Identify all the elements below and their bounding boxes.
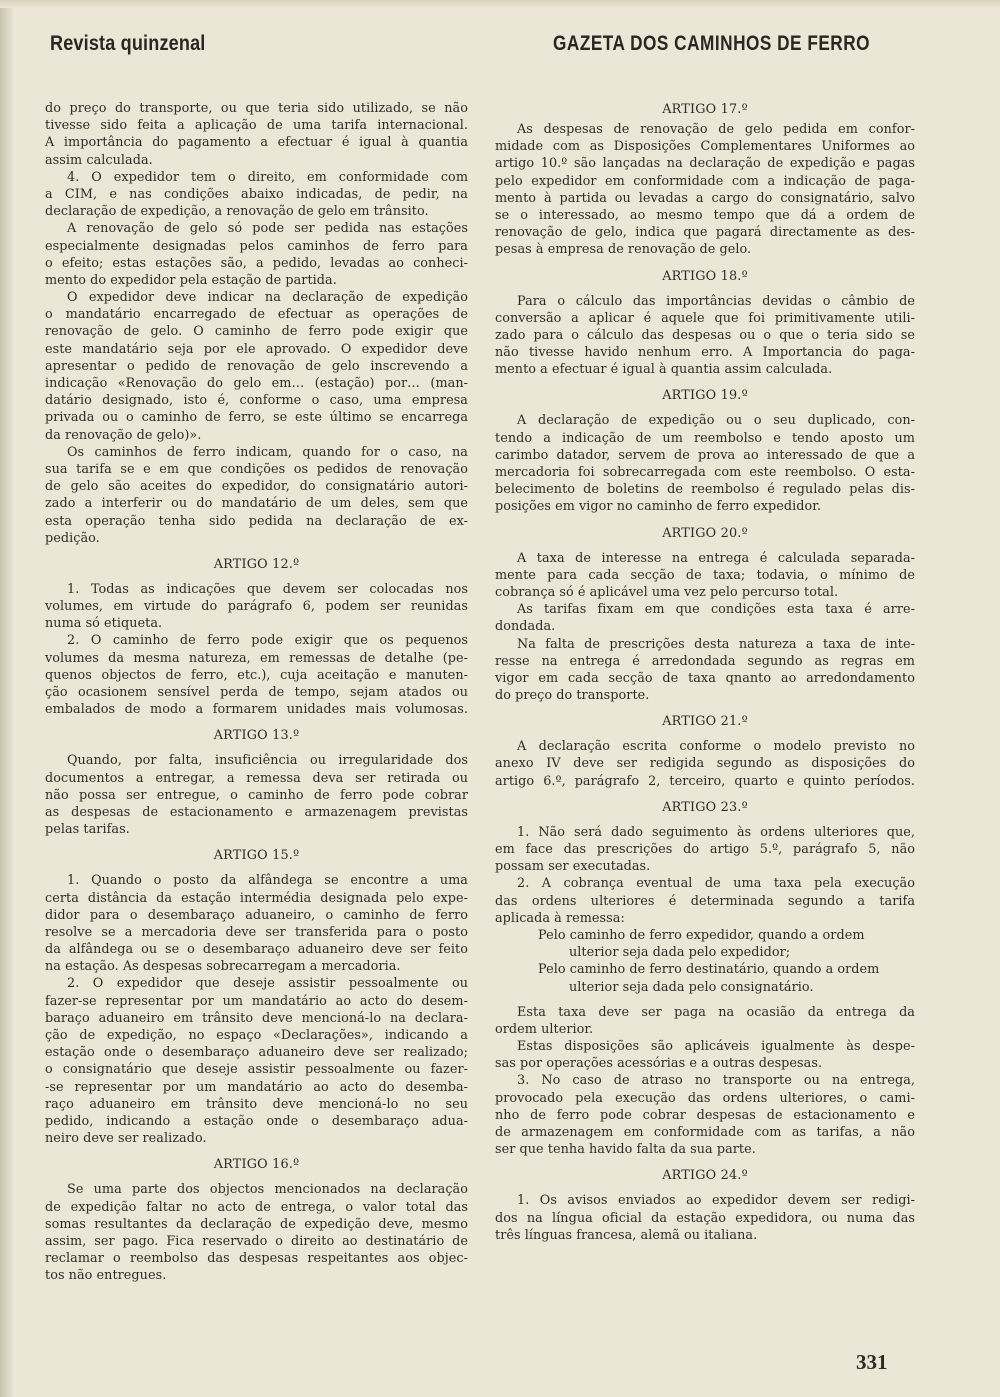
page-top-edge <box>0 0 1000 8</box>
paragraph <box>495 293 915 379</box>
text-line: certa distância da estação intermédia designada pelo expe- <box>45 890 468 906</box>
article-heading: ARTIGO 20.º <box>662 525 748 541</box>
text-line: privada ou o caminho de ferro, se este último se encarrega <box>45 410 468 426</box>
article-heading: ARTIGO 23.º <box>662 799 748 815</box>
text-line: ordem ulterior. <box>495 1021 594 1037</box>
text-line: mento do expedidor pela estação de partida. <box>45 272 337 288</box>
text-line: numa só etiqueta. <box>45 616 163 632</box>
text-line: 1. Todas as indicações que devem ser colocadas nos <box>67 581 468 597</box>
text-line: documentos a entregar, a remessa deva ser retirada ou <box>45 770 468 786</box>
text-line: tendo a indicação de um reembolso e tendo aposto um <box>495 430 915 446</box>
text-line: não possa ser entregue, o caminho de ferro pode cobrar <box>45 787 468 803</box>
text-line: tos não entregues. <box>45 1268 167 1284</box>
left-column <box>45 100 468 1284</box>
paragraph <box>45 581 468 633</box>
paragraph <box>495 1192 915 1244</box>
text-line: 2. A cobrança eventual de uma taxa pela execução <box>517 876 915 892</box>
text-line: quenos objectos de ferro, etc.), cuja aceitação e manuten- <box>45 667 468 683</box>
page-number: 331 <box>856 1350 888 1374</box>
text-line: apresentar o pedido de renovação de gelo inscrevendo a <box>45 358 468 374</box>
text-line: do preço do transporte. <box>495 688 650 704</box>
paragraph <box>495 550 915 602</box>
text-line: de expedição faltar no acto de entrega, o valor total das <box>45 1199 468 1215</box>
text-line: Para o cálculo das importâncias devidas o câmbio de <box>517 293 915 309</box>
text-line: As tarifas fixam em que condições esta taxa é arre- <box>517 602 915 618</box>
text-line: conversão a aplicar é aquele que foi primitivamente utili- <box>495 310 915 326</box>
paragraph <box>45 220 468 289</box>
paragraph <box>45 872 468 975</box>
paragraph <box>495 121 915 259</box>
text-line: possam ser executadas. <box>495 859 651 875</box>
text-line: O expedidor deve indicar na declaração de expedição <box>67 290 468 306</box>
text-line: o efeito; estas estações são, a pedido, levadas ao conheci- <box>45 255 468 271</box>
text-line: A taxa de interesse na entrega é calculada separada- <box>517 550 915 566</box>
text-line: As despesas de renovação de gelo pedida em confor- <box>517 122 915 137</box>
text-line: esta operação tenha sido pedida na declaração de ex- <box>45 513 468 529</box>
text-line: de gelo são aceites do expedidor, do consignatário autori- <box>45 479 468 495</box>
text-line: 1. Os avisos enviados ao expedidor devem ser redigi- <box>517 1193 915 1209</box>
paragraph <box>45 752 468 838</box>
text-line: assim, ser pago. Fica reservado o direito ao destinatário de <box>45 1233 468 1249</box>
text-line: resolve se a mercadoria deve ser transferida para o posto <box>45 924 468 940</box>
text-line: se o interessado, ao mesmo tempo que dá a ordem de <box>495 207 915 223</box>
text-line: A importância do pagamento a efectuar é igual à quantia <box>45 135 468 151</box>
text-line: resse na entrega é arredondada segundo as regras em <box>495 653 915 669</box>
article-heading: ARTIGO 19.º <box>662 388 748 404</box>
paragraph <box>45 444 468 547</box>
text-line: Esta taxa deve ser paga na ocasião da entrega da <box>517 1004 915 1020</box>
paragraph <box>45 1181 468 1284</box>
text-line: ção ocasionem sensível perda de tempo, sejam atados ou <box>45 685 468 700</box>
running-head-left: Revista quinzenal <box>50 32 206 55</box>
paragraph <box>45 100 468 169</box>
text-line: da renovação de gelo)». <box>45 427 202 443</box>
text-line: nho de ferro pode cobrar despesas de estacionamento e <box>495 1107 915 1123</box>
text-line: mente para cada secção de taxa; todavia, o mínimo de <box>495 567 915 583</box>
text-line: carimbo datador, servem de prova ao interessado de que a <box>495 447 915 463</box>
text-line: assim calculada. <box>45 152 153 168</box>
text-line: aplicada à remessa: <box>495 910 625 926</box>
text-line: três línguas francesa, alemã ou italiana. <box>495 1227 758 1243</box>
text-line: mento à partida ou levadas a cargo do consignatário, salvo <box>495 190 915 206</box>
text-line: didor para o desembaraço aduaneiro, o caminho de ferro <box>45 907 468 923</box>
article-heading: ARTIGO 13.º <box>213 728 300 744</box>
text-line: artigo 6.º, parágrafo 2, terceiro, quarto e quinto períodos. <box>495 773 915 789</box>
paragraph <box>45 632 468 718</box>
text-line: reclamar o reembolso das despesas respeitantes aos objec- <box>45 1251 468 1267</box>
article-heading: ARTIGO 15.º <box>213 848 300 864</box>
text-line: ser que tenha havido falta da sua parte. <box>495 1142 756 1158</box>
text-line: sua tarifa se e em que condições os pedidos de renovação <box>45 461 468 477</box>
text-line: pelo expedidor em conformidade com a indicação de paga- <box>495 173 915 189</box>
text-line: A declaração escrita conforme o modelo previsto no <box>517 739 915 755</box>
text-line: mento a efectuar é igual à quantia assim calculada. <box>495 362 833 378</box>
text-line: este mandatário seja por ele aprovado. O expedidor deve <box>45 341 468 357</box>
article-heading: ARTIGO 12.º <box>213 556 300 572</box>
text-line: neiro deve ser realizado. <box>45 1131 207 1147</box>
text-line: ção de expedição, no espaço «Declarações», indicando a <box>45 1028 468 1043</box>
text-line: 1. Não será dado seguimento às ordens ulteriores que, <box>517 824 915 840</box>
text-line: a CIM, e nas condições abaixo indicadas, de pedir, na <box>45 186 468 202</box>
paragraph <box>495 1038 915 1072</box>
text-line: A declaração de expedição ou o seu duplicado, con- <box>517 413 915 429</box>
running-head-right: GAZETA DOS CAMINHOS DE FERRO <box>553 32 871 55</box>
paragraph <box>495 738 915 790</box>
text-line: Se uma parte dos objectos mencionados na declaração <box>67 1182 468 1198</box>
text-line: datário designado, isto é, conforme o caso, uma empresa <box>45 393 468 409</box>
article-heading: ARTIGO 21.º <box>662 714 748 730</box>
paragraph <box>495 1004 915 1038</box>
text-line: mercadoria foi sobrecarregada com este reembolso. O esta- <box>495 465 915 480</box>
text-line: sas por operações acessórias e a outras despesas. <box>495 1056 823 1072</box>
text-line: baraço aduaneiro em trânsito deve mencioná-lo na declara- <box>45 1010 468 1026</box>
text-line: não tivesse havido nenhum erro. A Importancia do paga- <box>495 345 915 361</box>
text-line: em face das prescrições do artigo 5.º, parágrafo 5, não <box>495 842 915 857</box>
text-line: volumes da mesma natureza, em remessas de detalhe (pe- <box>45 650 468 666</box>
text-line: do preço do transporte, ou que teria sido utilizado, se não <box>45 101 468 116</box>
text-line: midade com as Disposições Complementares Uniformes ao <box>495 139 915 155</box>
right-column <box>495 101 915 1244</box>
text-line: somas resultantes da declaração de expedição deve, mesmo <box>45 1216 468 1232</box>
text-line: o consignatário que deseje assistir pessoalmente ou fazer- <box>45 1062 468 1078</box>
text-line: o mandatário encarregado de efectuar as operações de <box>45 307 468 323</box>
text-line: zado a interferir ou do mandatário de um deles, sem que <box>45 496 468 512</box>
text-line: 4. O expedidor tem o direito, em conformidade com <box>67 169 468 185</box>
text-line: Pelo caminho de ferro destinatário, quando a ordem <box>538 962 880 978</box>
article-heading: ARTIGO 18.º <box>662 268 748 284</box>
text-line: especialmente designadas pelos caminhos de ferro para <box>45 238 468 254</box>
text-line: pelas tarifas. <box>45 822 130 838</box>
text-line: ulterior seja dada pelo consignatário. <box>569 979 814 995</box>
text-line: Na falta de prescrições desta natureza a taxa de inte- <box>517 636 915 652</box>
paragraph <box>45 289 468 444</box>
text-line: Os caminhos de ferro indicam, quando for o caso, na <box>67 444 468 460</box>
text-line: de armazenagem em conformidade com as tarifas, a não <box>495 1125 915 1140</box>
text-line: pedição. <box>45 530 100 546</box>
text-line: A renovação de gelo só pode ser pedida nas estações <box>67 221 468 237</box>
text-line: zado para o cálculo das despesas ou o que o teria sido se <box>495 327 915 343</box>
text-line: renovação de gelo, indica que pagará directamente as des- <box>495 225 915 241</box>
text-line: vigor em cada secção de taxa qnanto ao arredondamento <box>495 670 915 686</box>
text-line: ulterior seja dada pelo expedidor; <box>569 945 791 961</box>
text-line: anexo IV deve ser redigida segundo as disposições do <box>495 756 915 772</box>
text-line: Quando, por falta, insuficiência ou irregularidade dos <box>67 753 468 769</box>
paragraph <box>495 636 915 705</box>
text-line: as despesas de estacionamento e armazenagem previstas <box>45 804 468 820</box>
paragraph <box>45 975 468 1147</box>
text-line: provocado pela execução das ordens ulteriores, o cami- <box>495 1090 915 1106</box>
text-line: Pelo caminho de ferro expedidor, quando a ordem <box>538 927 865 943</box>
paragraph <box>45 169 468 221</box>
text-line: declaração de expedição, a renovação de gelo em trânsito. <box>45 204 429 220</box>
paragraph-gap <box>495 996 915 1004</box>
text-line: 2. O expedidor que deseje assistir pessoalmente ou <box>67 976 468 992</box>
text-line: belecimento de boletins de reembolso é regulado pelas dis- <box>495 482 915 498</box>
paragraph <box>495 1072 915 1158</box>
text-line: dondada. <box>495 619 556 635</box>
article-heading: ARTIGO 17.º <box>662 102 748 117</box>
text-line: embalados de modo a formarem unidades mais volumosas. <box>45 702 468 718</box>
text-line: Estas disposições são aplicáveis igualmente às despe- <box>517 1039 915 1055</box>
text-line: da alfândega ou se o desembaraço aduaneiro deve ser feito <box>45 942 468 958</box>
article-heading: ARTIGO 16.º <box>213 1157 300 1173</box>
article-heading: ARTIGO 24.º <box>662 1168 748 1184</box>
text-line: fazer-se representar por um mandatário ao acto do desem- <box>45 993 468 1009</box>
text-line: raço aduaneiro em trânsito deve mencioná-lo no seu <box>45 1096 468 1112</box>
text-line: dos na língua oficial da estação expedidora, ou numa das <box>495 1210 915 1226</box>
paragraph <box>495 601 915 635</box>
text-line: renovação de gelo. O caminho de ferro pode exigir que <box>45 324 468 340</box>
text-line: 3. No caso de atraso no transporte ou na entrega, <box>517 1073 915 1089</box>
text-line: -se representar por um mandatário ao acto do desemba- <box>45 1079 468 1095</box>
text-line: volumes, em virtude do parágrafo 6, podem ser reunidas <box>45 599 468 615</box>
text-line: 1. Quando o posto da alfândega se encontre a uma <box>67 873 468 889</box>
text-line: pedido, indicando a estação onde o desembaraço adua- <box>45 1113 468 1129</box>
text-line: 2. O caminho de ferro pode exigir que os pequenos <box>67 633 468 649</box>
text-line: estação onde o desembaraço aduaneiro deve ser realizado; <box>45 1045 468 1061</box>
text-line: posições em vigor no caminho de ferro expedidor. <box>495 499 822 515</box>
paragraph <box>495 824 915 876</box>
text-line: tivesse sido feita a aplicação de uma tarifa internacional. <box>45 118 468 134</box>
paragraph <box>495 412 915 515</box>
text-line: das ordens ulteriores é determinada segundo a tarifa <box>495 893 915 909</box>
text-line: indicação «Renovação do gelo em… (estação) por… (man- <box>45 376 468 391</box>
text-line: na estação. As despesas sobrecarregam a mercadoria. <box>45 959 401 975</box>
text-line: cobrança só é aplicável uma vez pelo percurso total. <box>495 584 839 600</box>
paragraph <box>495 875 915 995</box>
page-binding-edge <box>0 0 14 1397</box>
text-line: pesas à empresa de renovação de gelo. <box>495 242 752 258</box>
text-line: artigo 10.º são lançadas na declaração de expedição e pagas <box>495 156 915 172</box>
